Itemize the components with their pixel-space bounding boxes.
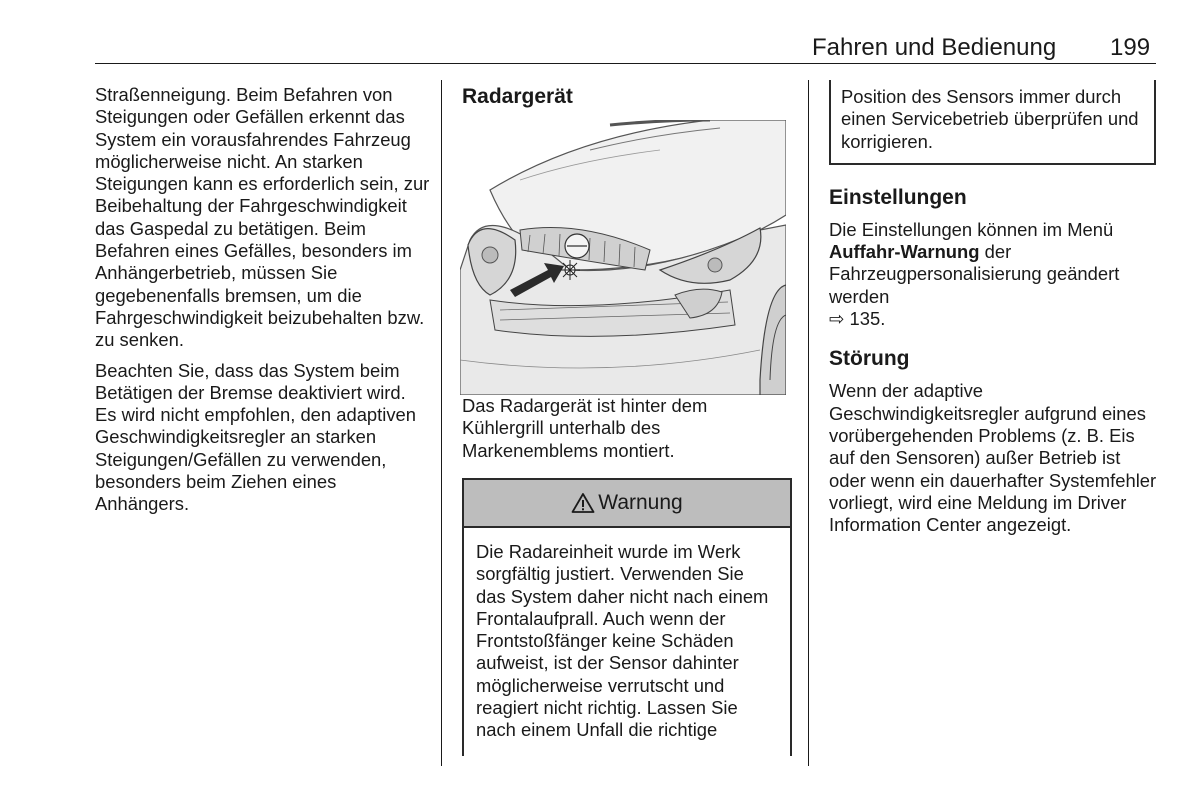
paragraph-fault: Wenn der adaptive Geschwindigkeitsregler aufgrund eines vorübergehenden Problems (z. B. Eis auf den Sensoren) außer Betrieb ist oder wenn ein dauerhafter Systemfehler vorliegt, wird eine Meldung im Driver Information Center angezeigt.: [829, 380, 1157, 536]
settings-text-before: Die Einstellungen können im Menü: [829, 218, 1114, 240]
warning-continuation-box: Position des Sensors immer durch einen Servicebetrieb überprüfen und korrigieren.: [829, 80, 1156, 165]
paragraph-brake: Beachten Sie, dass das System beim Betätigen der Bremse deaktiviert wird. Es wird nicht empfohlen, den adaptiven Geschwindigkeitsregler an starken Steigungen/Gefällen zu verwenden, besonders beim Ziehen eines Anhängers.: [95, 359, 417, 515]
settings-text-after: der Fahrzeugpersonalisierung geändert werden: [829, 241, 1120, 307]
section-heading-radar: Radargerät: [462, 85, 573, 108]
column-middle: [462, 84, 792, 470]
car-front-radar-illustration: [460, 120, 786, 395]
column-divider: [441, 80, 442, 766]
warning-triangle-icon: [571, 492, 595, 514]
column-right: [829, 80, 1159, 544]
warning-body: Die Radareinheit wurde im Werk sorgfältig justiert. Verwenden Sie das System daher nicht nach einem Frontalaufprall. Auch wenn der Frontstoßfänger keine Schäden aufweist, ist der Sensor dahinter möglicherweise verrutscht und reagiert nicht richtig. Lassen Sie nach einem Unfall die richtige: [476, 541, 769, 741]
warning-title: Warnung: [598, 491, 683, 514]
section-heading-settings: Einstellungen: [829, 185, 967, 209]
warning-header: [464, 480, 790, 528]
page-header-title: Fahren und Bedienung: [812, 34, 1057, 61]
paragraph-settings: [829, 219, 1159, 330]
column-left: [95, 84, 430, 524]
settings-menu-name: Auffahr-Warnung: [829, 241, 980, 263]
page-number: 199: [1110, 34, 1151, 61]
figure-caption: Das Radargerät ist hinter dem Kühlergrill unterhalb des Markenemblems montiert.: [462, 395, 708, 461]
column-divider: [808, 80, 809, 766]
section-heading-fault: Störung: [829, 347, 910, 371]
settings-page-reference: ⇨ 135.: [829, 308, 886, 330]
warning-box: [462, 478, 792, 756]
paragraph-slope: Straßenneigung. Beim Befahren von Steigungen oder Gefällen erkennt das System ein vorausfahrendes Fahrzeug möglicherweise nicht. An starken Steigungen kann es erforderlich sein, zur Beibehaltung der Fahrgeschwindigkeit das Gaspedal zu betätigen. Beim Befahren eines Gefälles, besonders im Anhängerbetrieb, müssen Sie gegebenenfalls bremsen, um die Fahrgeschwindigkeit beizubehalten bzw. zu senken.: [95, 84, 430, 351]
header-rule: [95, 63, 1156, 64]
